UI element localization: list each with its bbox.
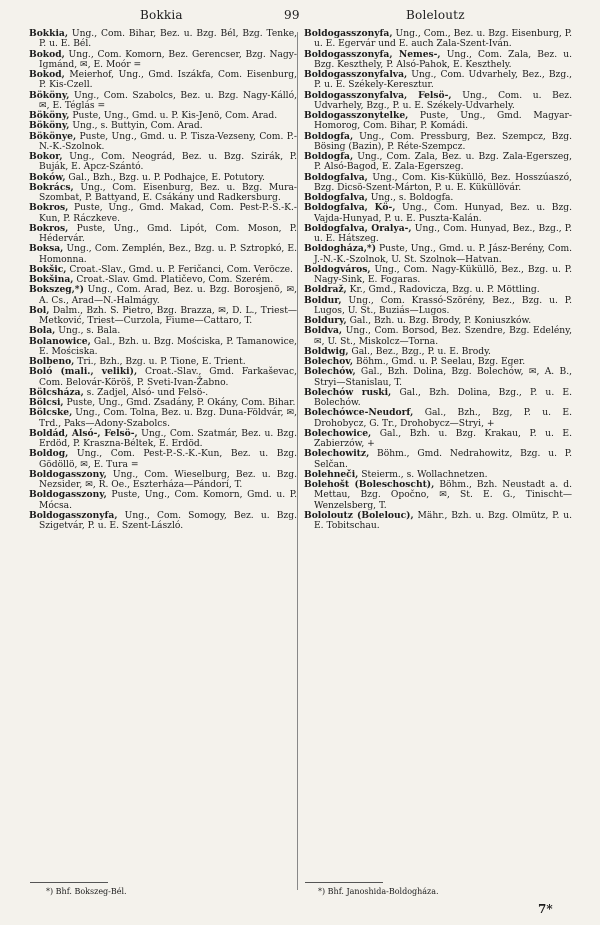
entry-headword: Boldogfalva, Oralya-, bbox=[304, 222, 412, 234]
entry-headword: Bököny, bbox=[29, 110, 70, 121]
gazetteer-entry bbox=[304, 511, 572, 532]
entry-text: Ung., Com. Eisenburg, Bez. u. Bzg. Mura-Szombat, P. Battyand, E. Csákány und Radkersburg. bbox=[39, 182, 297, 203]
gazetteer-entry bbox=[304, 29, 572, 50]
entry-headword: Boldogfalva, bbox=[304, 192, 368, 203]
gazetteer-entry bbox=[304, 244, 572, 265]
entry-headword: Bolechowitz, bbox=[304, 448, 370, 460]
gazetteer-entry bbox=[304, 367, 572, 388]
entry-headword: Bol, bbox=[29, 304, 50, 316]
gazetteer-entry bbox=[29, 183, 297, 204]
gazetteer-entry bbox=[304, 480, 572, 511]
entry-text: Gal., Bzh. u. Bzg. Mościska, P. Tamanowice, E. Mościska. bbox=[39, 336, 297, 357]
entry-headword: Boldwig, bbox=[304, 345, 349, 357]
entry-headword: Bolechów, bbox=[304, 366, 356, 378]
entry-headword: Boldogasszony, bbox=[29, 489, 107, 501]
entry-headword: Boldogváros, bbox=[304, 263, 371, 275]
entry-headword: Bolbeno, bbox=[29, 356, 75, 367]
footnote-rule-left bbox=[30, 882, 108, 883]
gazetteer-entry bbox=[304, 152, 572, 173]
entry-headword: Boldogasszonyfalva, bbox=[304, 69, 408, 80]
entry-text: Kr., Gmd., Radovicza, Bzg. u. P. Möttling. bbox=[346, 285, 540, 296]
gazetteer-entry bbox=[304, 326, 572, 347]
entry-headword: Boldogháza,*) bbox=[304, 243, 377, 255]
right-column bbox=[304, 29, 572, 531]
gazetteer-entry bbox=[304, 285, 572, 295]
entry-text: Puste, Ung., Com. Komorn, Gmd. u. P. Mócsa. bbox=[39, 490, 297, 511]
gazetteer-entry bbox=[29, 29, 297, 50]
entry-headword: Bököny, bbox=[29, 89, 70, 101]
footnote-rule-right bbox=[305, 882, 383, 883]
entry-text: Meierhof, Ung., Gmd. Iszákfa, Com. Eisenburg, P. Kis-Czell. bbox=[39, 70, 297, 91]
entry-text: Ung., Com. Neográd, Bez. u. Bzg. Szirák, P. Buják, E. Apcz-Szántó. bbox=[39, 152, 297, 173]
entry-headword: Boldogasszony, bbox=[29, 468, 107, 480]
entry-text: Ung., Com. Bihar, Bez. u. Bzg. Bél, Bzg. Tenke, P. u. E. Bél. bbox=[39, 29, 297, 50]
entry-headword: Boksa, bbox=[29, 243, 64, 255]
entry-headword: Boldogfa, bbox=[304, 151, 354, 162]
entry-headword: Bokszeg,*) bbox=[29, 284, 84, 296]
entry-headword: Bokkia, bbox=[29, 28, 68, 39]
entry-headword: Bölcsi, bbox=[29, 397, 64, 408]
entry-text: Puste, Ung., Gmd. u. P. Jász-Berény, Com. J.-N.-K.-Szolnok, U. St. Szolnok—Hatvan. bbox=[314, 244, 572, 265]
gazetteer-entry bbox=[29, 132, 297, 153]
entry-text: Gal., Bzh. Dolina, Bzg. Bolechów, ✉, A. B., Stryi—Stanislau, T. bbox=[314, 367, 572, 388]
gazetteer-entry bbox=[304, 388, 572, 409]
left-column bbox=[29, 29, 297, 531]
signature-mark: 7* bbox=[538, 902, 553, 916]
gazetteer-entry bbox=[29, 470, 297, 491]
page-number: 99 bbox=[284, 8, 300, 22]
gazetteer-entry bbox=[304, 203, 572, 224]
footnote-right: *) Bhf. Janoshida-Boldogháza. bbox=[318, 887, 439, 896]
entry-headword: Boldogfalva, bbox=[304, 171, 368, 183]
entry-text: Ung., Com., Bez. u. Bzg. Eisenburg, P. u. E. Egervár und E. auch Zala-Szent-Iván. bbox=[314, 29, 572, 50]
gazetteer-entry bbox=[29, 367, 297, 388]
entry-headword: Bököny, bbox=[29, 120, 70, 132]
gazetteer-entry bbox=[29, 306, 297, 327]
gazetteer-entry bbox=[304, 70, 572, 91]
entry-headword: Boldogasszonyfa, bbox=[29, 509, 118, 521]
gazetteer-entry bbox=[304, 408, 572, 429]
entry-headword: Bokor, bbox=[29, 151, 63, 162]
entry-headword: Boldogasszonyfa, Nemes-, bbox=[304, 48, 441, 60]
entry-text: Ung., Com. Somogy, Bez. u. Bzg. Szigetvár, P. u. E. Szent-László. bbox=[39, 510, 297, 531]
entry-text: Ung., Com. Szabolcs, Bez. u. Bzg. Nagy-Kálló, ✉, E. Téglás = bbox=[39, 90, 297, 111]
entry-text: Gal., Bzh. Dolina, Bzg., P. u. E. Bolechów. bbox=[314, 387, 572, 408]
gazetteer-entry bbox=[304, 429, 572, 450]
gazetteer-entry bbox=[29, 449, 297, 470]
entry-text: Ung., s. Buttyin, Com. Arad. bbox=[69, 121, 203, 132]
entry-headword: Boldogfa, bbox=[304, 130, 354, 142]
entry-text: Croat.-Slav., Gmd. Farkaševac, Com. Belovár-Köröš, P. Sveti-Ivan-Žabno. bbox=[39, 367, 298, 388]
entry-headword: Boldur, bbox=[304, 294, 342, 306]
entry-text: Ung., Com. Kis-Küküllö, Bez. Hosszúaszó, Bzg. Dicsö-Szent-Márton, P. u. E. Küküllövár. bbox=[314, 172, 572, 193]
entry-text: Gal., Bzh., Bzg. u. P. Podhajce, E. Potutory. bbox=[65, 172, 265, 183]
column-divider bbox=[297, 32, 298, 890]
gazetteer-entry bbox=[304, 224, 572, 245]
entry-text: Ung., s. Boldogfa. bbox=[367, 193, 454, 203]
entry-headword: Bokrács, bbox=[29, 181, 74, 193]
entry-text: Böhm., Gmd. Nedrahowitz, Bzg. u. P. Selčan. bbox=[314, 449, 572, 470]
running-head-left: Bokkia bbox=[140, 8, 183, 22]
entry-headword: Bokros, bbox=[29, 222, 69, 234]
entry-text: Ung., Com. Krassó-Szörény, Bez., Bzg. u. P. Lugos, U. St., Buziás—Lugos. bbox=[314, 295, 572, 316]
footnote-left: *) Bhf. Bokszeg-Bél. bbox=[46, 887, 127, 896]
gazetteer-entry bbox=[29, 244, 297, 265]
gazetteer-entry bbox=[29, 152, 297, 173]
gazetteer-entry bbox=[29, 50, 297, 71]
entry-text: Dalm., Bzh. S. Pietro, Bzg. Brazza, ✉, D. L., Triest—Metković, Triest—Curzola, Fiume—Cattaro, T. bbox=[39, 305, 297, 326]
entry-headword: Bolechowice, bbox=[304, 427, 372, 439]
gazetteer-entry bbox=[304, 111, 572, 132]
entry-text: Mähr., Bzh. u. Bzg. Olmütz, P. u. E. Tobitschau. bbox=[314, 510, 572, 531]
entry-text: Ung., Com. Pressburg, Bez. Szempcz, Bzg. Bösing (Bazin), P. Réte-Szempcz. bbox=[314, 131, 572, 152]
entry-headword: Bolehošt (Boleschoscht), bbox=[304, 479, 435, 490]
entry-text: Ung., s. Bala. bbox=[55, 326, 121, 337]
entry-headword: Bokod, bbox=[29, 48, 65, 60]
entry-text: Gal., Bzh. u. Bzg. Brody, P. Koniuszków. bbox=[346, 316, 532, 326]
gazetteer-entry bbox=[29, 388, 297, 398]
entry-text: Ung., Com. Zemplén, Bez., Bzg. u. P. Sztropkó, E. Homonna. bbox=[39, 244, 297, 265]
entry-text: Ung., Com. Szatmár, Bez. u. Bzg. Erdöd, P. Kraszna-Béltek, E. Erdöd. bbox=[39, 428, 297, 449]
entry-headword: Bokšic, bbox=[29, 263, 67, 275]
entry-headword: Bokros, bbox=[29, 202, 69, 214]
entry-text: Böhm., Bzh. Neustadt a. d. Mettau, Bzg. Opočno, ✉, St. E. G., Tinischt—Wenzelsberg, T. bbox=[314, 480, 572, 511]
entry-text: Croat.-Slav. Gmd. Platičevo, Com. Szerém. bbox=[73, 275, 274, 285]
entry-headword: Boków, bbox=[29, 171, 66, 183]
entry-text: Steierm., s. Wollachnetzen. bbox=[358, 469, 488, 480]
entry-text: Puste, Ung., Gmd. Magyar-Homorog, Com. Bihar, P. Komádi. bbox=[314, 111, 572, 132]
entry-text: Ung., Com. Zala, Bez. u. Bzg. Keszthely, P. Alsó-Pahok, E. Keszthely. bbox=[314, 49, 572, 70]
entry-headword: Boldogfalva, Kö-, bbox=[304, 202, 396, 214]
entry-text: Ung., Com. Zala, Bez. u. Bzg. Zala-Egerszeg, P. Alsó-Bagod, E. Zala-Egerszeg. bbox=[314, 152, 572, 173]
entry-text: Puste, Ung., Gmd. u. P. Kis-Jenö, Com. Arad. bbox=[69, 111, 278, 121]
entry-headword: Boldogasszonyfa, bbox=[304, 28, 393, 39]
entry-headword: Boldva, bbox=[304, 325, 343, 337]
entry-headword: Bolanowice, bbox=[29, 335, 91, 347]
gazetteer-entry bbox=[29, 91, 297, 112]
entry-text: Croat.-Slav., Gmd. u. P. Feričanci, Com. Veröcze. bbox=[66, 264, 293, 275]
entry-headword: Bokšina, bbox=[29, 274, 74, 285]
gazetteer-entry bbox=[29, 224, 297, 245]
entry-text: Ung., Com. Borsod, Bez. Szendre, Bzg. Edelény, ✉, U. St., Miskolcz—Torna. bbox=[314, 326, 572, 347]
entry-text: Ung., Com. Wieselburg, Bez. u. Bzg. Nezsider, ✉, R. Oe., Eszterháza—Pándorí, T. bbox=[39, 469, 297, 490]
entry-headword: Boldogasszonytelke, bbox=[304, 110, 409, 121]
entry-text: Ung., Com. Komorn, Bez. Gerencser, Bzg. Nagy-Igmánd, ✉, E. Moór = bbox=[39, 49, 297, 70]
gazetteer-entry bbox=[304, 50, 572, 71]
entry-text: s. Zadjel, Alsó- und Felsö-. bbox=[83, 387, 209, 398]
entry-text: Puste, Ung., Gmd. Lipót, Com. Moson, P. Hédervár. bbox=[39, 223, 297, 244]
entry-text: Puste, Ung., Gmd. u. P. Tisza-Vezseny, Com. P.-N.-K.-Szolnok. bbox=[39, 131, 297, 152]
gazetteer-entry bbox=[304, 91, 572, 112]
entry-text: Ung., Com. Hunyad, Bez. u. Bzg. Vajda-Hunyad, P. u. E. Puszta-Kalán. bbox=[314, 203, 572, 224]
entry-headword: Bokod, bbox=[29, 69, 65, 80]
gazetteer-entry bbox=[29, 511, 297, 532]
gazetteer-entry bbox=[304, 449, 572, 470]
gazetteer-entry bbox=[29, 285, 297, 306]
entry-text: Tri., Bzh., Bzg. u. P. Tione, E. Trient. bbox=[74, 357, 246, 367]
gazetteer-entry bbox=[29, 203, 297, 224]
entry-headword: Bolechov, bbox=[304, 356, 354, 367]
gazetteer-entry bbox=[304, 173, 572, 194]
entry-text: Ung., Com. Nagy-Küküllö, Bez., Bzg. u. P. Nagy-Sink, E. Fogaras. bbox=[314, 264, 572, 285]
entry-text: Puste, Ung., Gmd. Zsadány, P. Okány, Com. Bihar. bbox=[63, 398, 296, 408]
entry-text: Ung., Com. Arad, Bez. u. Bzg. Borosjenö, ✉, A. Cs., Arad—N.-Halmágy. bbox=[39, 285, 297, 306]
entry-headword: Bolechów ruski, bbox=[304, 386, 392, 398]
entry-text: Ung., Com. Hunyad, Bez., Bzg., P. u. E. Hátszeg. bbox=[314, 223, 572, 244]
gazetteer-entry bbox=[29, 70, 297, 91]
entry-text: Ung., Com. Tolna, Bez. u. Bzg. Duna-Földvár, ✉, Trd., Paks—Adony-Szabolcs. bbox=[39, 408, 297, 429]
entry-headword: Bolehneči, bbox=[304, 468, 359, 480]
entry-headword: Bölcsháza, bbox=[29, 386, 84, 398]
running-head-right: Boleloutz bbox=[406, 8, 465, 22]
entry-text: Gal., Bez., Bzg., P. u. E. Brody. bbox=[348, 346, 491, 357]
entry-headword: Boldog, bbox=[29, 448, 69, 460]
entry-headword: Bolechówce-Neudorf, bbox=[304, 407, 414, 419]
entry-headword: Boldád, Alsó-, Felsö-, bbox=[29, 427, 138, 439]
gazetteer-entry bbox=[304, 296, 572, 317]
entry-text: Ung., Com. Pest-P.-S.-K.-Kun, Bez. u. Bzg. Gödöllö, ✉, E. Tura = bbox=[39, 449, 297, 470]
entry-text: Ung., Com. Udvarhely, Bez., Bzg., P. u. E. Székely-Keresztur. bbox=[314, 70, 572, 91]
entry-text: Puste, Ung., Gmd. Makad, Com. Pest-P.-S.-K.-Kun, P. Ráczkeve. bbox=[39, 203, 297, 224]
gazetteer-entry bbox=[29, 408, 297, 429]
entry-headword: Bola, bbox=[29, 325, 56, 337]
entry-text: Böhm., Gmd. u. P. Seelau, Bzg. Eger. bbox=[353, 357, 526, 367]
entry-text: Gal., Bzh. u. Bzg. Krakau, P. u. E. Zabierzów, + bbox=[314, 428, 572, 449]
entry-headword: Boló (mali., veliki), bbox=[29, 366, 138, 378]
entry-text: Gal., Bzh., Bzg, P. u. E. Drohobycz, G. Tr., Drohobycz—Stryi, + bbox=[314, 408, 572, 429]
gazetteer-entry bbox=[304, 132, 572, 153]
gazetteer-entry bbox=[304, 265, 572, 286]
entry-headword: Boldraž, bbox=[304, 284, 347, 296]
entry-headword: Boldury, bbox=[304, 315, 347, 326]
gazetteer-entry bbox=[29, 490, 297, 511]
entry-headword: Bölcske, bbox=[29, 407, 73, 419]
entry-headword: Bololoutz (Bolelouc), bbox=[304, 509, 414, 521]
entry-headword: Bökönye, bbox=[29, 130, 77, 142]
entry-headword: Boldogasszonyfalva, Felsö-, bbox=[304, 89, 452, 101]
gazetteer-entry bbox=[29, 337, 297, 358]
gazetteer-entry bbox=[304, 316, 572, 326]
entry-text: Ung., Com. u. Bez. Udvarhely, Bzg., P. u. E. Székely-Udvarhely. bbox=[314, 90, 572, 111]
gazetteer-entry bbox=[29, 429, 297, 450]
